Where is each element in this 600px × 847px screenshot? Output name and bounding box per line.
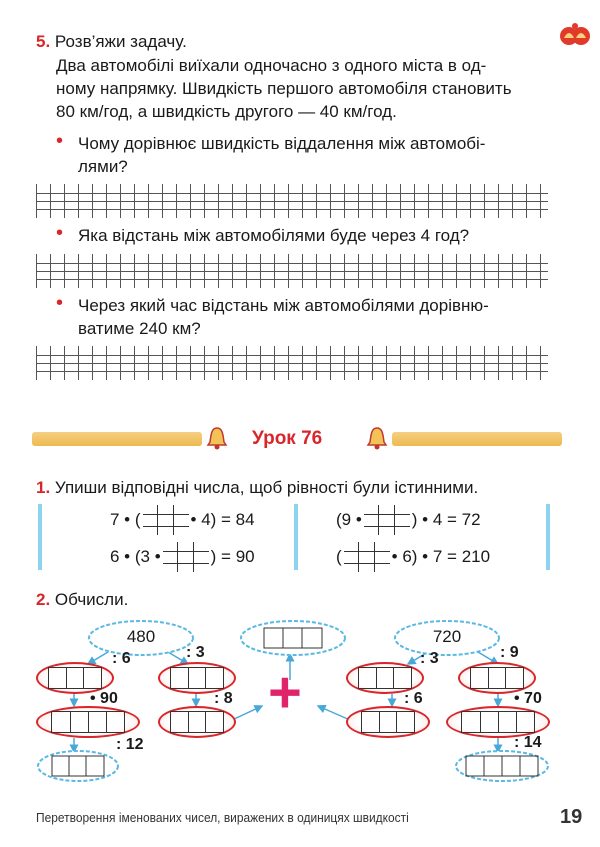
op-label: : 3 (420, 650, 439, 667)
op-label: : 12 (116, 736, 144, 753)
result-cloud-left (36, 748, 120, 784)
eq-text: ) • 4 = 72 (411, 510, 481, 529)
op-label: : 9 (500, 644, 519, 661)
op-label: • 90 (90, 690, 118, 707)
op-label: : 3 (186, 644, 205, 661)
result-cloud-right (454, 748, 550, 784)
task1-text: Упиши відповідні числа, щоб рівності були істинними. (54, 478, 479, 497)
eq-text: ) = 90 (210, 547, 255, 566)
eq-text: 7 • ( (110, 510, 141, 529)
footer-text: Перетворення іменованих чисел, виражених в одиницях швидкості (36, 810, 409, 825)
task5-text-line: Два автомобілі виїхали одночасно з одного міста в од- (56, 56, 487, 75)
task5-text-line: 80 км/год, а швидкість другого — 40 км/год. (56, 102, 397, 121)
question-line: Через який час відстань між автомобілями дорівню- (78, 296, 489, 315)
op-label: : 8 (214, 690, 233, 707)
op-label: • 70 (514, 690, 542, 707)
question-line: ватиме 240 км? (78, 319, 201, 338)
task5-number: 5. (36, 32, 51, 51)
result-cloud-center (238, 618, 348, 658)
question-line: лями? (78, 157, 128, 176)
answer-oval[interactable] (36, 706, 140, 738)
eq-text: 6 • (3 • (110, 547, 161, 566)
op-label: : 6 (404, 690, 423, 707)
bullet-icon: • (56, 292, 64, 314)
bullet-icon: • (56, 130, 64, 152)
eq-text: • 4) = 84 (190, 510, 255, 529)
answer-oval[interactable] (158, 706, 236, 738)
answer-oval[interactable] (346, 706, 430, 738)
task2-number: 2. (36, 590, 51, 609)
question-line: Яка відстань між автомобілями буде через 4 год? (78, 226, 470, 245)
arrow (232, 706, 262, 720)
page-number: 19 (560, 806, 583, 828)
task5-title: Розв’яжи задачу. (54, 32, 187, 51)
eq-text: ( (336, 547, 342, 566)
start-value-right: 720 (432, 627, 462, 646)
question-line: Чому дорівнює швидкість віддалення між автомобі- (78, 134, 486, 153)
start-value-left: 480 (126, 627, 156, 646)
op-label: : 14 (514, 734, 542, 751)
task1-number: 1. (36, 478, 51, 497)
eq-text: • 6) • 7 = 210 (391, 547, 491, 566)
eq-text: (9 • (336, 510, 362, 529)
task2-text: Обчисли. (54, 590, 129, 609)
bullet-icon: • (56, 222, 64, 244)
task5-text-line: ному напрямку. Швидкість першого автомобіля становить (56, 79, 512, 98)
lesson-title: Урок 76 (252, 428, 323, 449)
plus-sign: + (268, 660, 302, 725)
op-label: : 6 (112, 650, 131, 667)
arrow (318, 706, 350, 720)
